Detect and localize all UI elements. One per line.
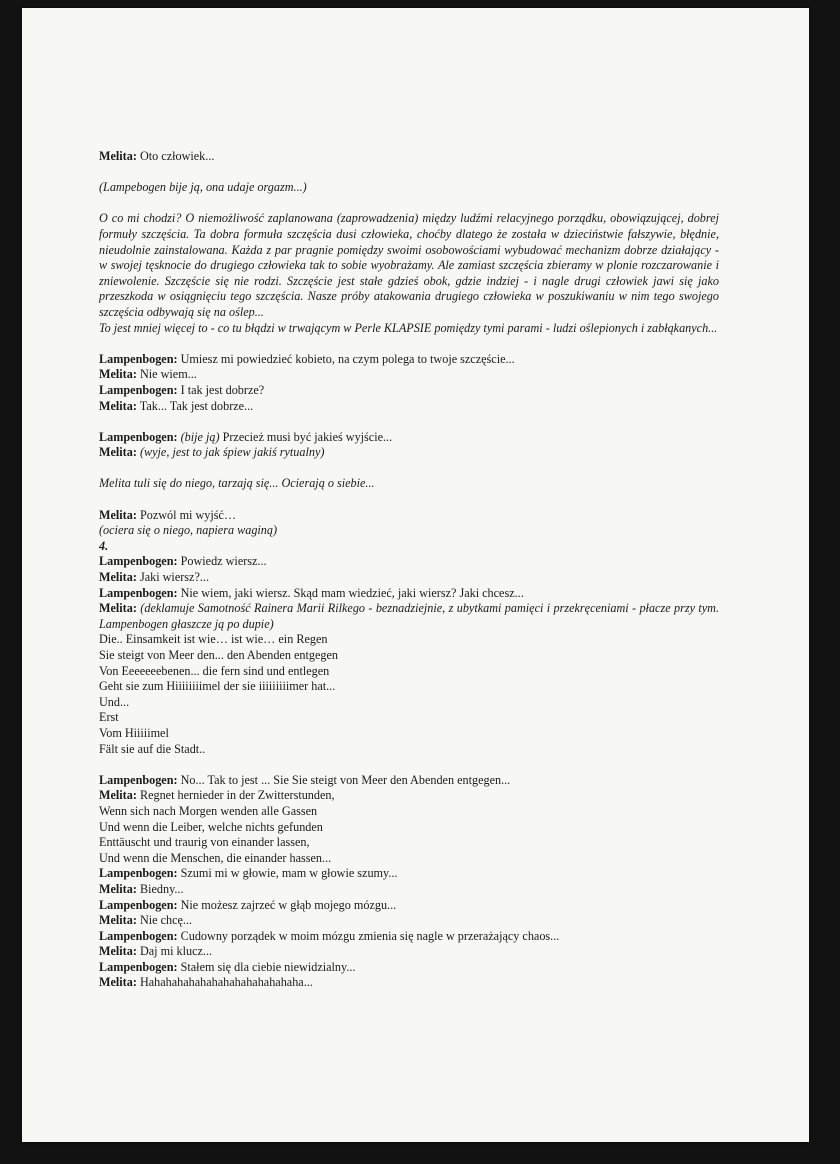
dialogue-line xyxy=(99,149,719,165)
dialogue-line xyxy=(99,773,719,789)
dialogue-text: Pozwól mi wyjść… xyxy=(136,507,237,522)
dialogue-block-2 xyxy=(99,430,719,461)
poem-line: Und wenn die Leiber, welche nichts gefunden xyxy=(99,819,323,834)
speaker-name: Melita: xyxy=(99,975,137,990)
dialogue-text: Szumi mi w głowie, mam w głowie szumy... xyxy=(177,866,398,881)
inline-stage-direction: (deklamuje Samotność Rainera Marii Rilkego - beznadziejnie, z ubytkami pamięci i przekręceniami - płacze przy tym. Lampenbogen głaszcze ją po dupie) xyxy=(99,601,719,631)
stage-direction: Melita tuli się do niego, tarzają się... Ocierają o siebie... xyxy=(99,476,375,491)
inline-stage-direction: (bije ją) xyxy=(177,429,220,444)
stage-direction: (ociera się o niego, napiera waginą) xyxy=(99,523,278,538)
dialogue-text: Nie wiem... xyxy=(136,367,197,382)
speaker-name: Lampenbogen: xyxy=(99,554,178,569)
dialogue-text: Hahahahahahahahahahahahahaha... xyxy=(136,975,313,990)
poem-line: Sie steigt von Meer den... den Abenden entgegen xyxy=(99,648,338,662)
dialogue-block-5 xyxy=(99,773,719,991)
poem-line: Fält sie auf die Stadt.. xyxy=(99,741,206,756)
speaker-name: Melita: xyxy=(99,881,137,896)
scene-number xyxy=(99,539,719,555)
page-sheet xyxy=(22,8,809,1142)
speaker-name: Lampenbogen: xyxy=(99,429,178,444)
speaker-name: Melita: xyxy=(99,398,137,413)
dialogue-line xyxy=(99,554,719,570)
speaker-name: Melita: xyxy=(99,507,137,522)
dialogue-text: Oto człowiek... xyxy=(136,149,215,163)
dialogue-line xyxy=(99,960,719,976)
dialogue-line xyxy=(99,913,719,929)
dialogue-text: No... Tak to jest ... Sie Sie steigt von Meer den Abenden entgegen... xyxy=(177,772,511,787)
dialogue-text: Nie możesz zajrzeć w głąb mojego mózgu... xyxy=(177,897,397,912)
dialogue-text: Przecież musi być jakieś wyjście... xyxy=(219,429,393,444)
dialogue-text: I tak jest dobrze? xyxy=(177,382,265,397)
dialogue-line xyxy=(99,944,719,960)
dialogue-text: Umiesz mi powiedzieć kobieto, na czym polega to twoje szczęście... xyxy=(177,351,515,366)
dialogue-line xyxy=(99,399,719,415)
dialogue-block-4 xyxy=(99,554,719,632)
monologue-paragraph-2: To jest mniej więcej to - co tu błądzi w trwającym w Perle KLAPSIE pomiędzy tymi parami - ludzi oślepionych i zabłąkanych... xyxy=(99,320,718,335)
speaker-name: Melita: xyxy=(99,149,137,163)
poem-line: Geht sie zum Hiiiiiiiimel der sie iiiiiiiiimer hat... xyxy=(99,679,336,694)
dialogue-block-3 xyxy=(99,508,719,555)
poem-line: Regnet hernieder in der Zwitterstunden, xyxy=(136,788,335,803)
speaker-name: Melita: xyxy=(99,944,137,959)
speaker-name: Lampenbogen: xyxy=(99,928,178,943)
dialogue-line xyxy=(99,882,719,898)
speaker-name: Lampenbogen: xyxy=(99,897,178,912)
speaker-name: Melita: xyxy=(99,601,137,616)
poem-line: Enttäuscht und traurig von einander lassen, xyxy=(99,835,310,850)
poem-line: Von Eeeeeeebenen... die fern sind und entlegen xyxy=(99,663,330,678)
dialogue-line xyxy=(99,586,719,602)
dialogue-line xyxy=(99,445,719,461)
dialogue-line xyxy=(99,929,719,945)
dialogue-text: Daj mi klucz... xyxy=(136,944,213,959)
poem-block-1 xyxy=(99,632,719,757)
speaker-name: Lampenbogen: xyxy=(99,866,178,881)
dialogue-line xyxy=(99,508,719,524)
dialogue-line xyxy=(99,788,719,804)
speaker-name: Lampenbogen: xyxy=(99,351,178,366)
poem-line: Erst xyxy=(99,710,119,725)
scene-number-text: 4. xyxy=(99,538,109,553)
dialogue-text: Tak... Tak jest dobrze... xyxy=(136,398,254,413)
dialogue-text: Nie wiem, jaki wiersz. Skąd mam wiedzieć, jaki wiersz? Jaki chcesz... xyxy=(177,585,524,600)
speaker-name: Lampenbogen: xyxy=(99,772,178,787)
speaker-name: Melita: xyxy=(99,913,137,928)
dialogue-text: Biedny... xyxy=(136,881,184,896)
speaker-name: Melita: xyxy=(99,788,137,803)
speaker-name: Lampenbogen: xyxy=(99,585,178,600)
dialogue-text: Jaki wiersz?... xyxy=(136,570,209,585)
poem-line: Vom Hiiiiimel xyxy=(99,725,169,740)
dialogue-line xyxy=(99,570,719,586)
stage-direction: (Lampebogen bije ją, ona udaje orgazm...) xyxy=(99,180,307,195)
monologue-paragraph: O co mi chodzi? O niemożliwość zaplanowana (zaprowadzenia) między ludźmi relacyjnego porządku, obowiązującej, dobrej formuły szczęścia. Ta dobra formuła szczęścia dusi człowieka, choćby dlatego że została w dzieciństwie fałszywie, błędnie, nieudolnie zainstalowana. Każda z par pragnie pomiędzy swoimi osobowościami wybudować mechanizm dobrze działający - w swojej tęsknocie do drugiego człowieka tak to sobie wyobrażamy. Ale zamiast szczęścia zbieramy w plonie rozczarowanie i zniewolenie. Szczęście się nie rodzi. Szczęście jest stałe gdzieś obok, gdzie indziej - i nagle drugi człowiek jawi się jako przeszkoda w osiągnięciu tego szczęścia. Nasze próby atakowania drugiego człowieka w poszukiwaniu w nim tego swojego szczęścia odbywają się na oślep... xyxy=(99,211,719,319)
speaker-name: Melita: xyxy=(99,570,137,585)
speaker-name: Melita: xyxy=(99,445,137,460)
dialogue-line xyxy=(99,866,719,882)
speaker-name: Melita: xyxy=(99,367,137,382)
dialogue-text: Stałem się dla ciebie niewidzialny... xyxy=(177,959,356,974)
dialogue-line xyxy=(99,601,719,632)
inline-stage-direction: (wyje, jest to jak śpiew jakiś rytualny) xyxy=(136,445,325,460)
poem-line: Wenn sich nach Morgen wenden alle Gassen xyxy=(99,803,318,818)
dialogue-text: Nie chcę... xyxy=(136,913,193,928)
dialogue-line xyxy=(99,383,719,399)
poem-line: Und... xyxy=(99,694,130,709)
document-body xyxy=(99,149,719,991)
poem-line: Die.. Einsamkeit ist wie… ist wie… ein Regen xyxy=(99,632,328,647)
dialogue-line xyxy=(99,975,719,991)
dialogue-line xyxy=(99,430,719,446)
dialogue-line xyxy=(99,367,719,383)
dialogue-line xyxy=(99,352,719,368)
poem-line: Und wenn die Menschen, die einander hassen... xyxy=(99,850,332,865)
speaker-name: Lampenbogen: xyxy=(99,959,178,974)
dialogue-block-1 xyxy=(99,352,719,414)
speaker-name: Lampenbogen: xyxy=(99,382,178,397)
dialogue-text: Powiedz wiersz... xyxy=(177,554,267,569)
dialogue-line xyxy=(99,898,719,914)
dialogue-text: Cudowny porządek w moim mózgu zmienia się nagle w przerażający chaos... xyxy=(177,928,560,943)
